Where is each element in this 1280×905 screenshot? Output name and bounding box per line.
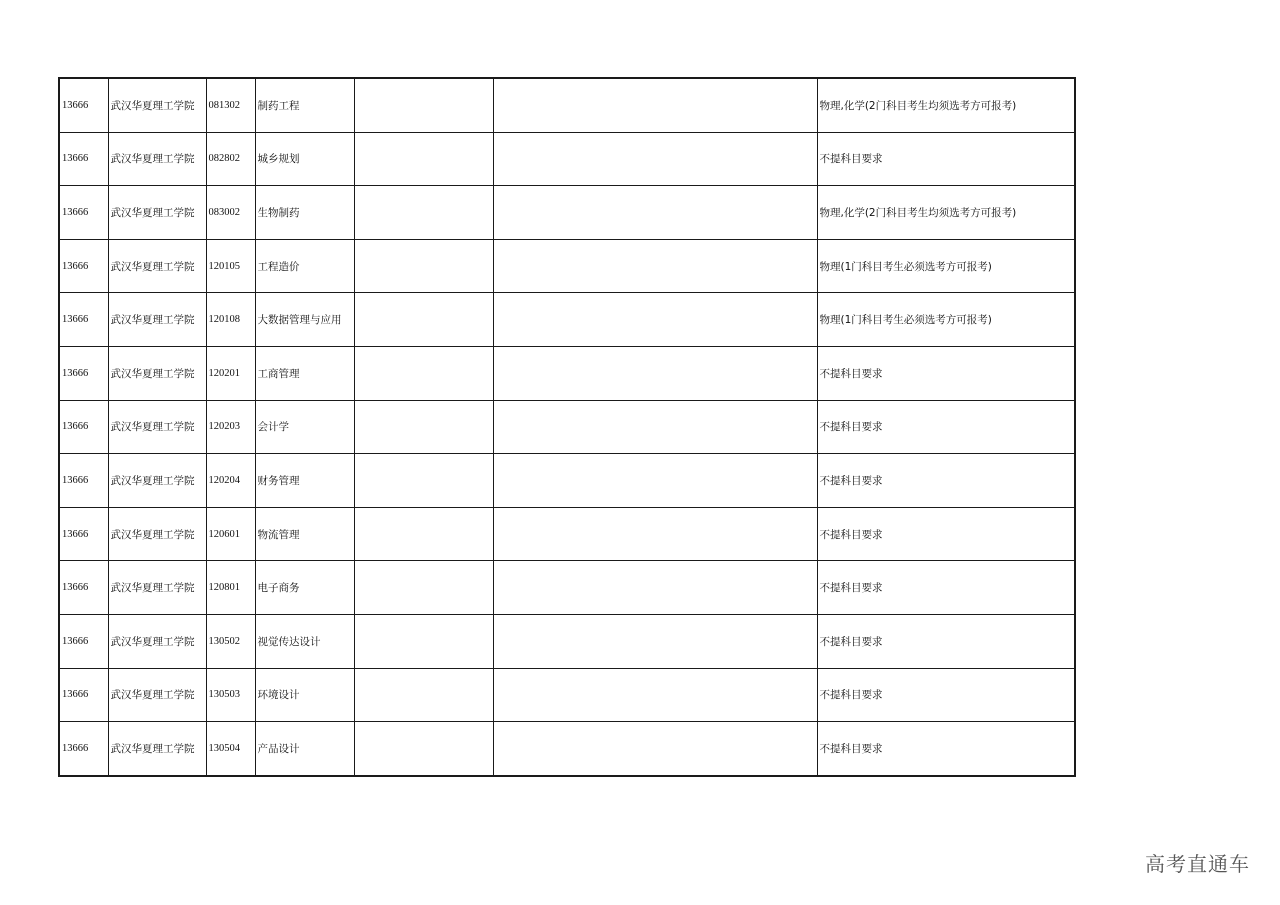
- cell-major-code: 120801: [206, 561, 255, 615]
- cell-empty-5: [354, 454, 493, 508]
- table-row: [59, 722, 1075, 776]
- cell-empty-5: [354, 400, 493, 454]
- cell-school-code: 13666: [59, 293, 108, 347]
- cell-major-code: 120105: [206, 239, 255, 293]
- cell-major-code: 130502: [206, 614, 255, 668]
- cell-major-name: 生物制药: [255, 186, 354, 240]
- cell-school-name: 武汉华夏理工学院: [108, 346, 206, 400]
- table-row: [59, 400, 1075, 454]
- cell-school-code: 13666: [59, 400, 108, 454]
- cell-school-code: 13666: [59, 186, 108, 240]
- cell-subject-requirement: 不提科目要求: [817, 132, 1075, 186]
- cell-subject-requirement: 物理(1门科目考生必须选考方可报考): [817, 293, 1075, 347]
- cell-empty-5: [354, 614, 493, 668]
- cell-empty-6: [493, 400, 817, 454]
- cell-empty-5: [354, 507, 493, 561]
- table-row: [59, 614, 1075, 668]
- cell-major-name: 电子商务: [255, 561, 354, 615]
- cell-empty-5: [354, 668, 493, 722]
- cell-major-code: 120201: [206, 346, 255, 400]
- cell-empty-5: [354, 132, 493, 186]
- cell-empty-6: [493, 346, 817, 400]
- cell-school-name: 武汉华夏理工学院: [108, 239, 206, 293]
- cell-major-name: 城乡规划: [255, 132, 354, 186]
- subject-requirement-table: [58, 77, 1076, 777]
- cell-major-name: 视觉传达设计: [255, 614, 354, 668]
- cell-empty-5: [354, 78, 493, 132]
- cell-major-code: 120108: [206, 293, 255, 347]
- table-row: [59, 293, 1075, 347]
- cell-major-name: 财务管理: [255, 454, 354, 508]
- cell-major-code: 083002: [206, 186, 255, 240]
- cell-major-code: 120204: [206, 454, 255, 508]
- cell-empty-5: [354, 346, 493, 400]
- cell-empty-5: [354, 722, 493, 776]
- cell-empty-6: [493, 722, 817, 776]
- cell-school-name: 武汉华夏理工学院: [108, 668, 206, 722]
- cell-major-name: 产品设计: [255, 722, 354, 776]
- table-row: [59, 561, 1075, 615]
- subject-requirement-sheet: [58, 77, 1076, 777]
- cell-subject-requirement: 不提科目要求: [817, 346, 1075, 400]
- table-row: [59, 668, 1075, 722]
- cell-subject-requirement: 不提科目要求: [817, 454, 1075, 508]
- table-row: [59, 346, 1075, 400]
- cell-subject-requirement: 物理,化学(2门科目考生均须选考方可报考): [817, 186, 1075, 240]
- cell-subject-requirement: 物理(1门科目考生必须选考方可报考): [817, 239, 1075, 293]
- cell-empty-6: [493, 454, 817, 508]
- cell-subject-requirement: 不提科目要求: [817, 614, 1075, 668]
- cell-subject-requirement: 不提科目要求: [817, 400, 1075, 454]
- cell-school-name: 武汉华夏理工学院: [108, 561, 206, 615]
- cell-school-name: 武汉华夏理工学院: [108, 454, 206, 508]
- cell-major-code: 130503: [206, 668, 255, 722]
- cell-school-code: 13666: [59, 561, 108, 615]
- table-row: [59, 186, 1075, 240]
- table-body: [59, 78, 1075, 776]
- cell-major-name: 环境设计: [255, 668, 354, 722]
- cell-empty-5: [354, 186, 493, 240]
- cell-empty-6: [493, 186, 817, 240]
- cell-school-name: 武汉华夏理工学院: [108, 78, 206, 132]
- cell-school-code: 13666: [59, 239, 108, 293]
- cell-major-name: 工商管理: [255, 346, 354, 400]
- cell-subject-requirement: 不提科目要求: [817, 722, 1075, 776]
- cell-school-code: 13666: [59, 78, 108, 132]
- cell-empty-5: [354, 239, 493, 293]
- watermark-text: 高考直通车: [1145, 852, 1250, 876]
- cell-school-name: 武汉华夏理工学院: [108, 186, 206, 240]
- table-row: [59, 507, 1075, 561]
- cell-empty-6: [493, 614, 817, 668]
- cell-empty-6: [493, 132, 817, 186]
- cell-empty-6: [493, 239, 817, 293]
- table-row: [59, 239, 1075, 293]
- cell-subject-requirement: 不提科目要求: [817, 507, 1075, 561]
- cell-empty-5: [354, 293, 493, 347]
- cell-school-code: 13666: [59, 507, 108, 561]
- cell-subject-requirement: 不提科目要求: [817, 668, 1075, 722]
- cell-empty-5: [354, 561, 493, 615]
- cell-major-code: 130504: [206, 722, 255, 776]
- cell-school-name: 武汉华夏理工学院: [108, 293, 206, 347]
- cell-school-code: 13666: [59, 454, 108, 508]
- cell-major-code: 120601: [206, 507, 255, 561]
- cell-empty-6: [493, 668, 817, 722]
- cell-school-code: 13666: [59, 722, 108, 776]
- cell-empty-6: [493, 293, 817, 347]
- cell-major-name: 工程造价: [255, 239, 354, 293]
- cell-subject-requirement: 物理,化学(2门科目考生均须选考方可报考): [817, 78, 1075, 132]
- cell-school-code: 13666: [59, 132, 108, 186]
- table-row: [59, 78, 1075, 132]
- table-row: [59, 454, 1075, 508]
- cell-school-name: 武汉华夏理工学院: [108, 132, 206, 186]
- cell-school-code: 13666: [59, 346, 108, 400]
- cell-school-name: 武汉华夏理工学院: [108, 722, 206, 776]
- table-row: [59, 132, 1075, 186]
- cell-empty-6: [493, 78, 817, 132]
- cell-school-code: 13666: [59, 668, 108, 722]
- cell-subject-requirement: 不提科目要求: [817, 561, 1075, 615]
- cell-major-name: 制药工程: [255, 78, 354, 132]
- cell-major-name: 会计学: [255, 400, 354, 454]
- cell-school-name: 武汉华夏理工学院: [108, 614, 206, 668]
- cell-major-name: 大数据管理与应用: [255, 293, 354, 347]
- cell-empty-6: [493, 561, 817, 615]
- cell-school-name: 武汉华夏理工学院: [108, 400, 206, 454]
- cell-empty-6: [493, 507, 817, 561]
- cell-major-code: 081302: [206, 78, 255, 132]
- cell-school-name: 武汉华夏理工学院: [108, 507, 206, 561]
- cell-school-code: 13666: [59, 614, 108, 668]
- cell-major-name: 物流管理: [255, 507, 354, 561]
- cell-major-code: 120203: [206, 400, 255, 454]
- cell-major-code: 082802: [206, 132, 255, 186]
